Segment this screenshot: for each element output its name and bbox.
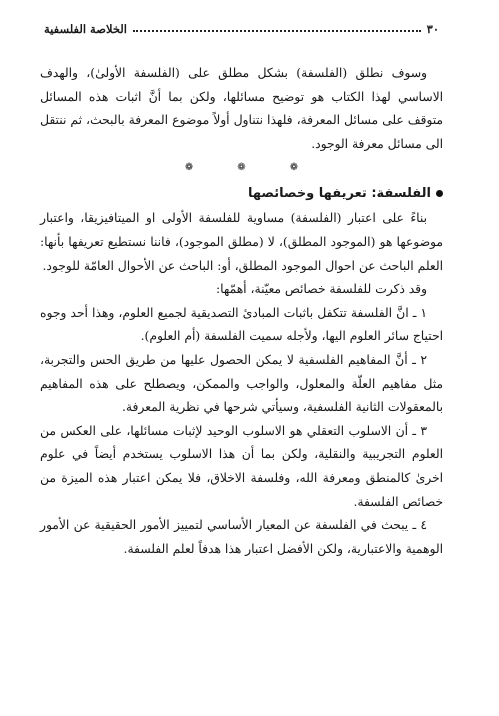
separator-star-icon: ❁ [289,162,299,174]
section-heading-text: الفلسفة: تعريفها وخصائصها [247,186,431,202]
bullet-icon [436,190,443,197]
feature-item-2: ٢ ـ أنَّ المفاهيم الفلسفية لا يمكن الحصول عليها من طريق الحس والتجربة، مثل مفاهيم العلّة والمعلول، والواجب والممكن، ويصطلح على هذه المفاهيم بالمعقولات الثانية الفلسفية، وسيأتي شرحها في نظرية المعرفة. [40,352,443,415]
intro-paragraph: وسوف نطلق (الفلسفة) بشكل مطلق على (الفلسفة الأولىٰ)، والهدف الاساسي لهذا الكتاب هو توضيح مسائلها، ولكن بما أنَّ اثبات هذه المسائل متوقف على مسائل المعرفة، فلهذا نتناول أولاً موضوع المعرفة بالبحث، ثم ننتقل الى مسائل معرفة الوجود. [40,66,443,151]
features-intro-paragraph: وقد ذكرت للفلسفة خصائص معيّنة، أهمّها: [216,282,427,297]
page-number: ٣٠ [426,22,439,36]
section-separator [40,159,443,177]
section-heading [40,181,443,207]
separator-star-icon: ❁ [237,162,246,174]
page-body [40,62,443,561]
running-header [44,16,439,36]
feature-item-3: ٣ ـ أن الاسلوب التعقلي هو الاسلوب الوحيد لإثبات مسائلها، على العكس من العلوم التجريبية والنقلية، ولكن بما أن هذا الاسلوب يستخدم أيضاً في علوم اخرىٰ كالمنطق ومعرفة الله، وفلسفة الاخلاق، فلا يمكن اعتبار هذه الميزة من خصائص الفلسفة. [40,423,443,509]
feature-item-1: ١ ـ انَّ الفلسفة تتكفل باثبات المبادئ التصديقية لجميع العلوم، وهذا أحد وجوه احتياج سائر العلوم اليها، ولأجله سميت الفلسفة (أم العلوم). [40,305,443,344]
separator-star-icon: ❁ [184,162,194,174]
feature-item-4: ٤ ـ يبحث في الفلسفة عن المعيار الأساسي لتمييز الأمور الحقيقية عن الأمور الوهمية والاعتبارية، ولكن الأفضل اعتبار هذا هدفاً لعلم الفلسفة. [40,518,443,556]
definition-paragraph: بناءً على اعتبار (الفلسفة) مساوية للفلسفة الأولى او الميتافيزيقا، واعتبار موضوعها هو (الموجود المطلق)، لا (مطلق الموجود)، فاننا نستطيع تعريفها بأنها: العلم الباحث عن احوال الموجود المطلق، أو: الباحث عن الأحوال العامّة للوجود. [40,211,443,273]
header-dot-leader [133,29,421,32]
running-title: الخلاصة الفلسفية [44,22,127,36]
